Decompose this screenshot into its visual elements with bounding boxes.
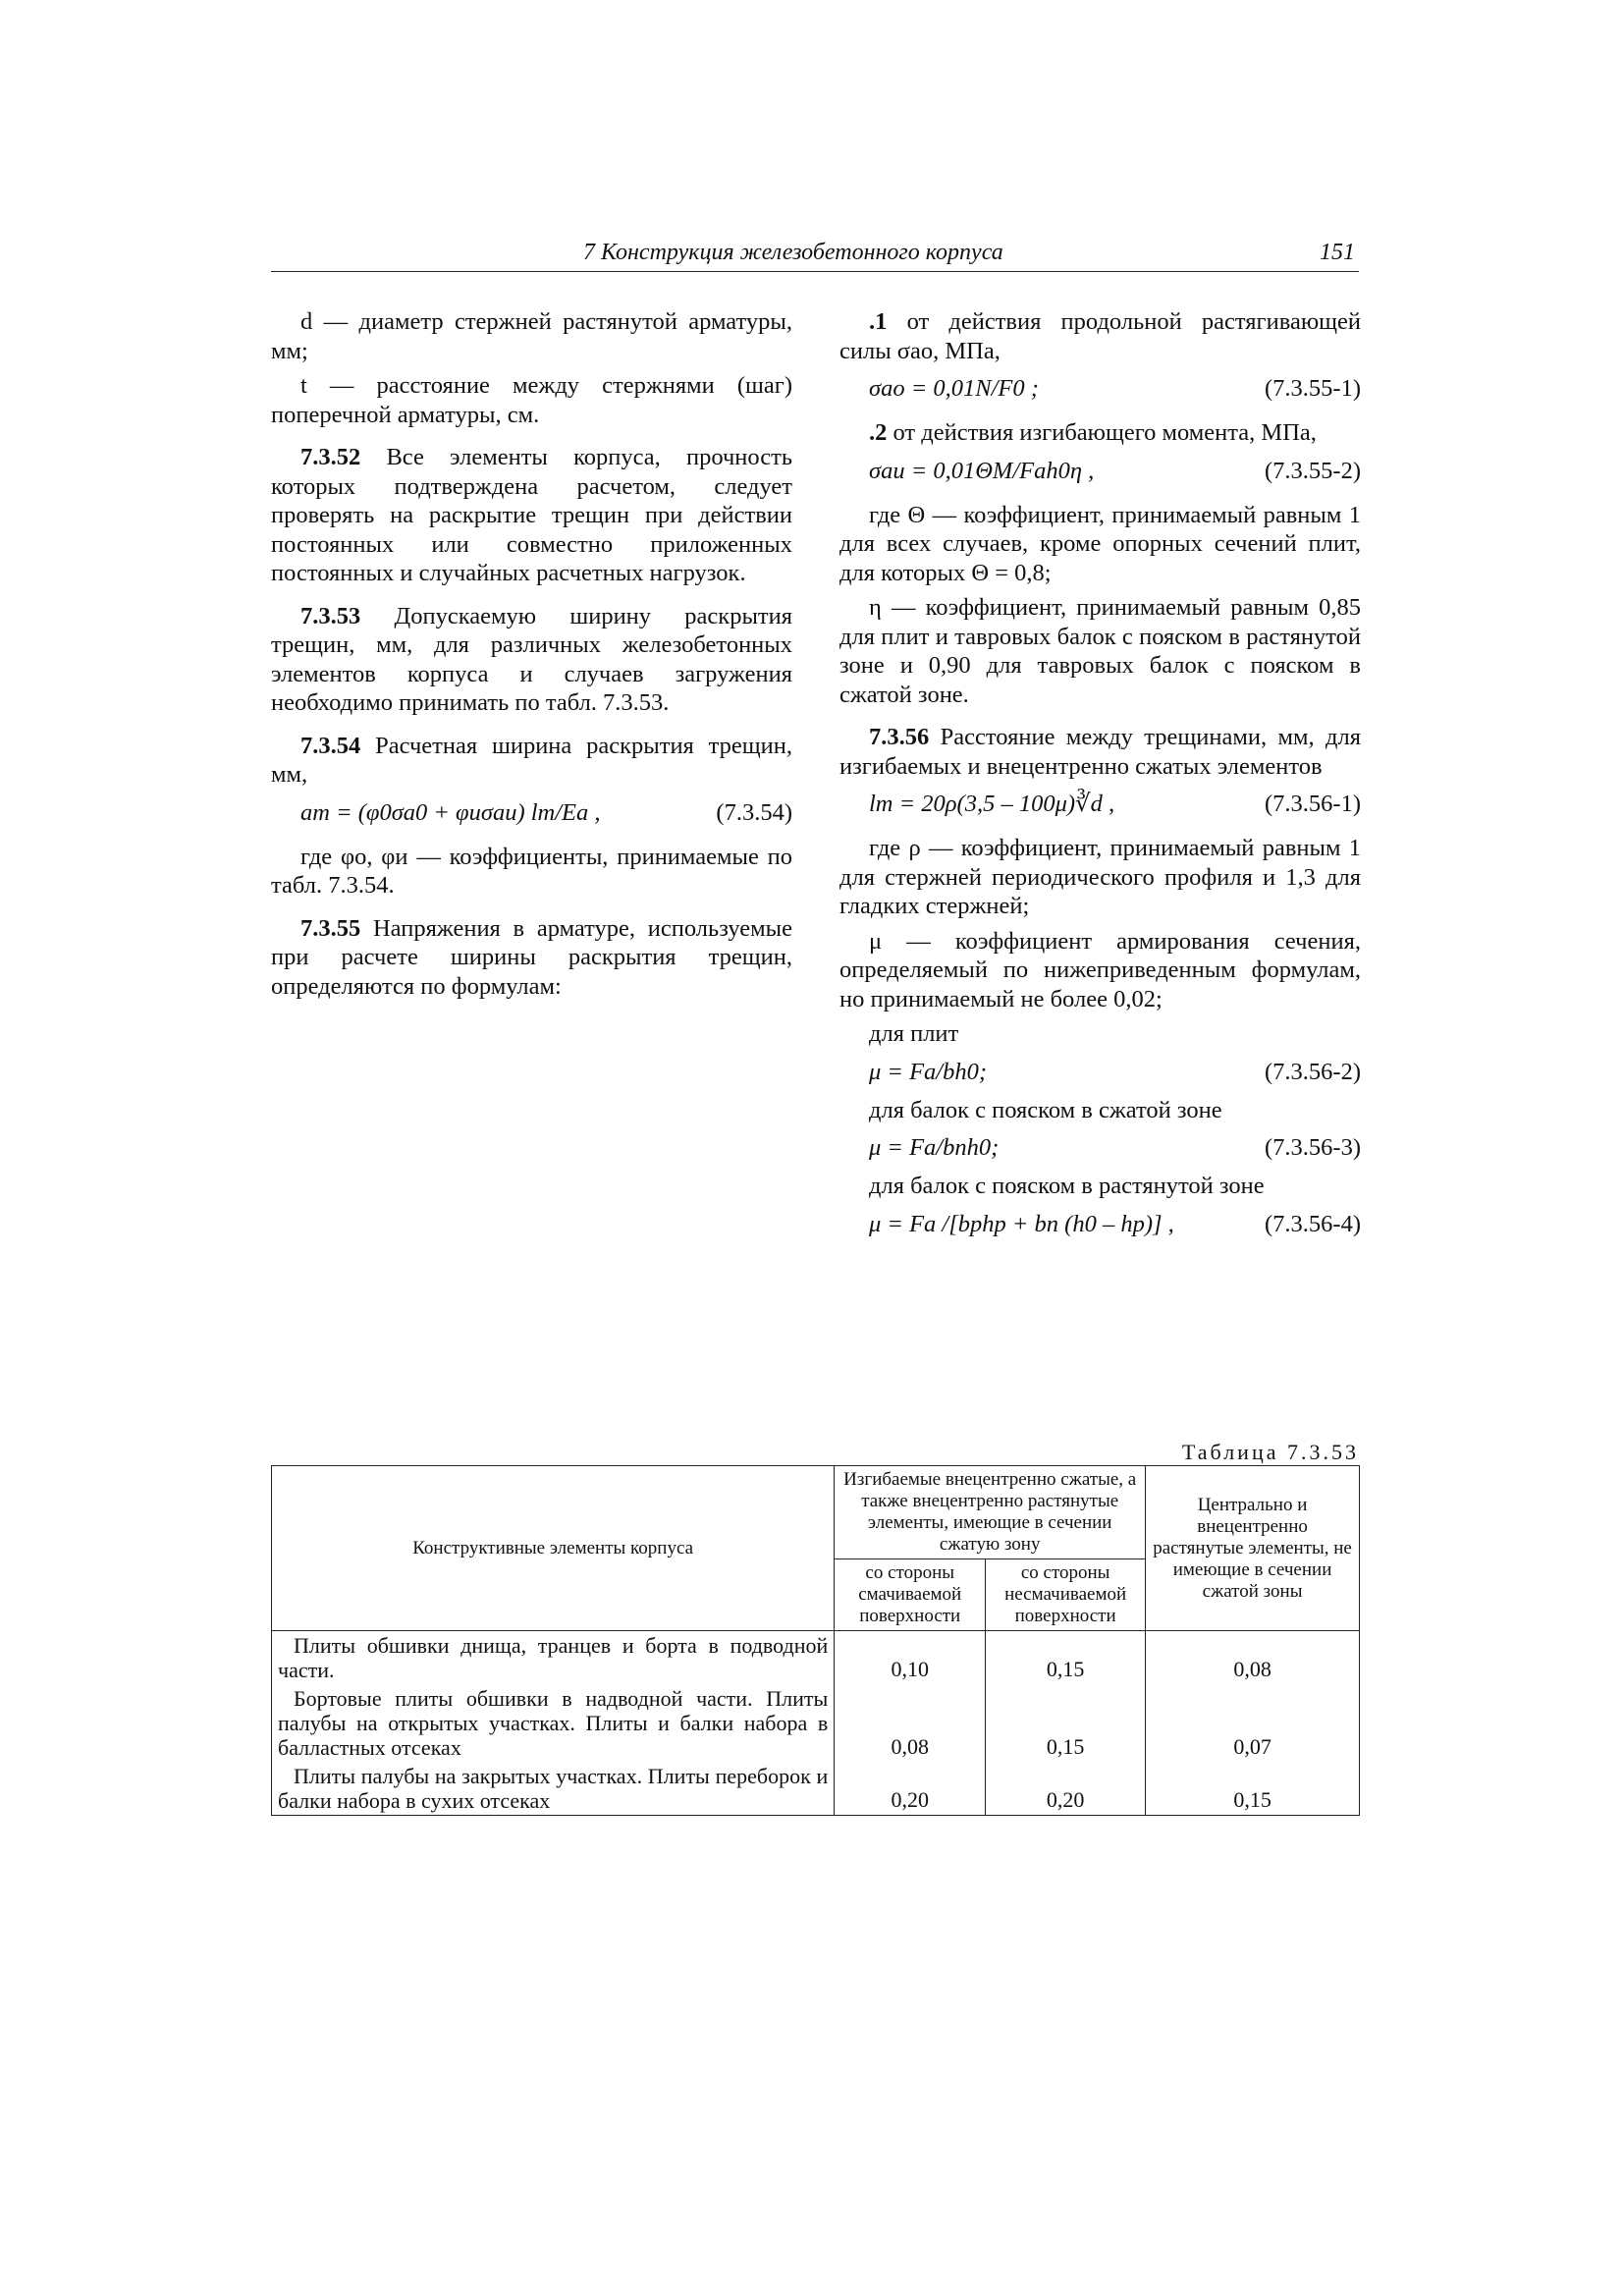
item-number: .2: [869, 419, 888, 446]
running-header: [271, 240, 1359, 272]
table-row: [272, 1631, 1360, 1685]
formula-7-3-54: [271, 790, 792, 837]
formula-expression: μ = Fа /[bрhр + bп (h0 – hр)] ,: [869, 1210, 1174, 1237]
clause-number: 7.3.52: [300, 444, 361, 470]
clause-number: 7.3.53: [300, 602, 361, 629]
formula-7-3-56-4: [839, 1201, 1361, 1248]
header-unwetted: со стороны несмачиваемой поверхности: [986, 1559, 1146, 1631]
chapter-title: 7 Конструкция железобетонного корпуса: [583, 240, 1003, 265]
formula-7-3-56-1: [839, 781, 1361, 828]
mu-definition: μ — коэффициент армирования сечения, определяемый по нижеприведенным формулам, но принимаемый не более 0,02;: [839, 927, 1361, 1012]
theta-definition: где Θ — коэффициент, принимаемый равным 1 для всех случаев, кроме опорных сечений плит, для которых Θ = 0,8;: [839, 501, 1361, 586]
formula-number: (7.3.55-1): [1265, 375, 1361, 402]
left-column: [271, 307, 792, 1001]
page-number: 151: [1320, 240, 1355, 265]
header-wetted: со стороны смачиваемой поверхности: [835, 1559, 986, 1631]
table-row: [272, 1684, 1360, 1762]
formula-7-3-55-1: [839, 365, 1361, 412]
clause-text: Все элементы корпуса, прочность которых подтверждена расчетом, следует проверять на раскрытие трещин при действии постоянных или совместно приложенных постоянных и случайных расчетных нагрузок.: [271, 444, 792, 586]
row-description: Плиты обшивки днища, транцев и борта в подводной части.: [272, 1631, 835, 1685]
value-central: 0,08: [1146, 1631, 1360, 1685]
value-wetted: 0,08: [835, 1684, 986, 1762]
for-plates-label: для плит: [869, 1020, 959, 1047]
formula-number: (7.3.54): [716, 798, 792, 826]
item-2: [839, 418, 1361, 448]
value-unwetted: 0,20: [986, 1762, 1146, 1816]
clause-text: Допускаемую ширину раскрытия трещин, мм, для различных железобетонных элементов корпуса и случаев загружения необходимо принимать по табл. 7.3.53.: [271, 602, 793, 716]
paragraph-7-3-52: [271, 443, 792, 588]
right-column: [839, 307, 1361, 1248]
item-number: .1: [869, 308, 888, 335]
eta-definition: η — коэффициент, принимаемый равным 0,85 для плит и тавровых балок с пояском в растянутой зоне и 0,90 для тавровых балок с пояском в сжатой зоне.: [839, 594, 1361, 708]
value-wetted: 0,20: [835, 1762, 986, 1816]
row-description: Бортовые плиты обшивки в надводной части. Плиты палубы на открытых участках. Плиты и балки набора в балластных отсеках: [272, 1684, 835, 1762]
value-unwetted: 0,15: [986, 1631, 1146, 1685]
table-7-3-53: [271, 1465, 1360, 1816]
for-beams-tension-label: для балок с пояском в растянутой зоне: [869, 1173, 1265, 1199]
formula-expression: aт = (φ0σа0 + φиσаи) lт/Eа ,: [300, 798, 601, 826]
clause-text: Напряжения в арматуре, используемые при расчете ширины раскрытия трещин, определяются по формулам:: [271, 914, 793, 1000]
item-text: от действия изгибающего момента, МПа,: [893, 419, 1317, 446]
paragraph-7-3-55: [271, 914, 792, 1002]
formula-number: (7.3.56-2): [1265, 1058, 1361, 1085]
formula-number: (7.3.55-2): [1265, 457, 1361, 484]
item-text: от действия продольной растягивающей силы σао, МПа,: [839, 308, 1361, 364]
formula-expression: lт = 20ρ(3,5 – 100μ)∛d ,: [869, 791, 1115, 817]
formula-expression: μ = Fа/bпh0;: [869, 1134, 1000, 1161]
clause-number: 7.3.54: [300, 732, 361, 759]
header-elements: Конструктивные элементы корпуса: [272, 1466, 835, 1631]
row-description: Плиты палубы на закрытых участках. Плиты переборок и балки набора в сухих отсеках: [272, 1762, 835, 1816]
paragraph-7-3-53: [271, 602, 792, 718]
table-row: [272, 1762, 1360, 1816]
formula-expression: σао = 0,01N/F0 ;: [869, 375, 1039, 402]
for-beams-compressed-label: для балок с пояском в сжатой зоне: [869, 1096, 1222, 1123]
value-central: 0,07: [1146, 1684, 1360, 1762]
formula-number: (7.3.56-3): [1265, 1134, 1361, 1161]
clause-text: Расчетная ширина раскрытия трещин, мм,: [271, 732, 792, 788]
item-1: [839, 307, 1361, 365]
formula-number: (7.3.56-1): [1265, 791, 1361, 817]
formula-7-3-56-3: [839, 1124, 1361, 1172]
formula-expression: σаи = 0,01ΘM/Fаh0η ,: [869, 457, 1095, 484]
value-unwetted: 0,15: [986, 1684, 1146, 1762]
clause-number: 7.3.56: [869, 724, 930, 750]
value-central: 0,15: [1146, 1762, 1360, 1816]
header-central: Центрально и внецентренно растянутые элементы, не имеющие в сечении сжатой зоны: [1146, 1466, 1360, 1631]
formula-number: (7.3.56-4): [1265, 1210, 1361, 1237]
paragraph-7-3-56: [839, 723, 1361, 781]
value-wetted: 0,10: [835, 1631, 986, 1685]
d-definition: d — диаметр стержней растянутой арматуры, мм;: [271, 308, 792, 364]
clause-number: 7.3.55: [300, 914, 361, 942]
t-definition: t — расстояние между стержнями (шаг) поперечной арматуры, см.: [271, 372, 792, 428]
header-bending-group: Изгибаемые внецентренно сжатые, а также внецентренно растянутые элементы, имеющие в сечении сжатую зону: [835, 1466, 1146, 1559]
phi-definition: где φо, φи — коэффициенты, принимаемые по табл. 7.3.54.: [271, 843, 792, 899]
formula-7-3-55-2: [839, 448, 1361, 495]
table-caption: Таблица 7.3.53: [1181, 1440, 1359, 1464]
formula-expression: μ = Fа/bh0;: [869, 1058, 988, 1085]
paragraph-7-3-54: [271, 732, 792, 790]
formula-7-3-56-2: [839, 1049, 1361, 1096]
rho-definition: где ρ — коэффициент, принимаемый равным 1 для стержней периодического профиля и 1,3 для гладких стержней;: [839, 835, 1361, 919]
clause-text: Расстояние между трещинами, мм, для изгибаемых и внецентренно сжатых элементов: [839, 724, 1361, 780]
